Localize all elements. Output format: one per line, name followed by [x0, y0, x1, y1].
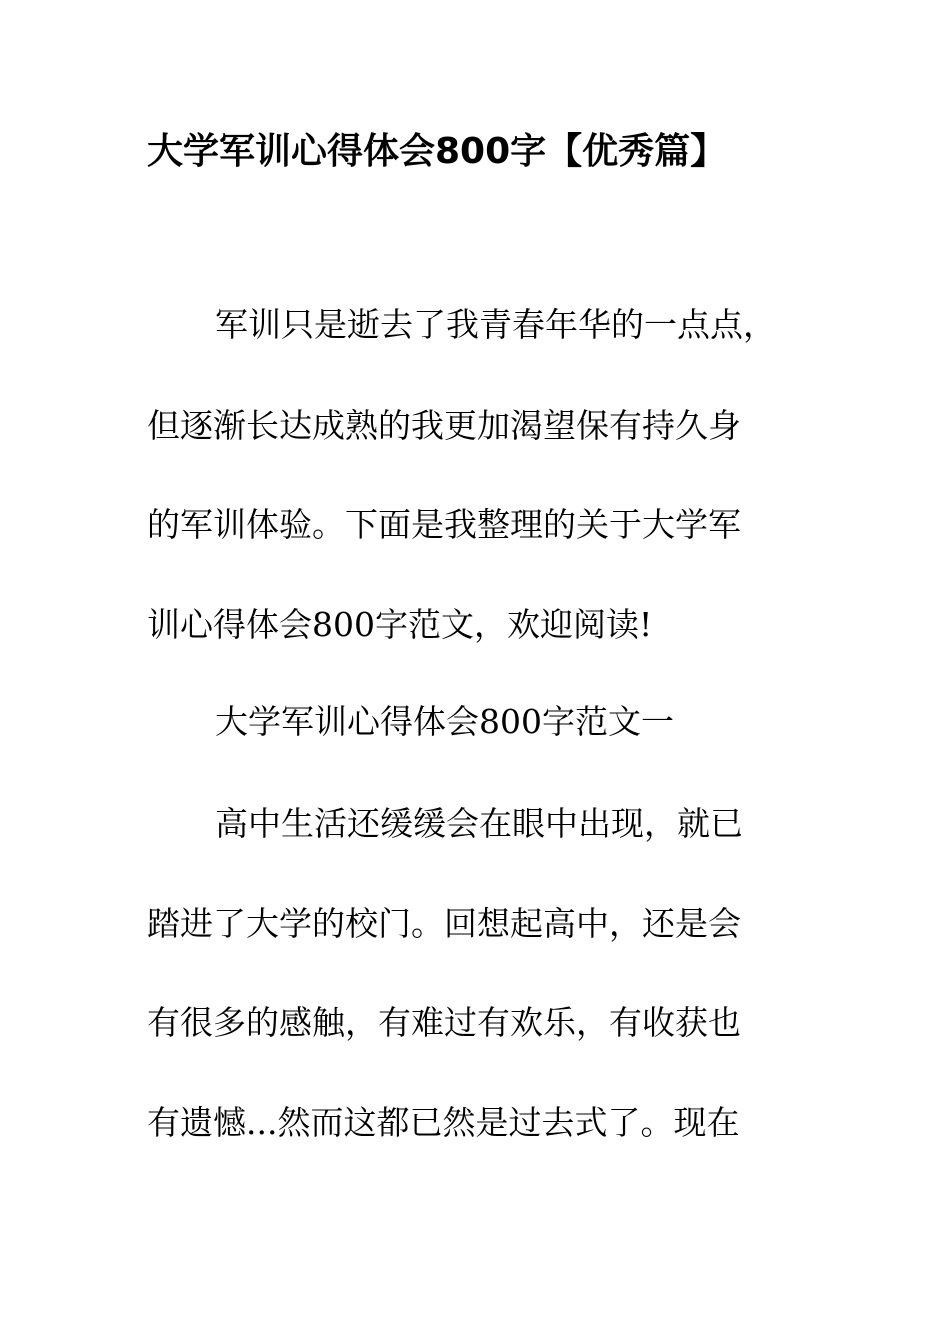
paragraph-line-2: 但逐渐长达成熟的我更加渴望保有持久身 — [147, 406, 741, 445]
paragraph-line-1: 军训只是逝去了我青春年华的一点点， — [215, 305, 776, 344]
paragraph-line-7: 有很多的感触，有难过有欢乐，有收获也 — [147, 1003, 741, 1042]
paragraph-line-6: 踏进了大学的校门。回想起高中，还是会 — [147, 904, 741, 943]
paragraph-line-8: 有遗憾...然而这都已然是过去式了。现在 — [147, 1103, 740, 1142]
paragraph-line-3: 的军训体验。下面是我整理的关于大学军 — [147, 505, 741, 544]
section-heading: 大学军训心得体会800字范文一 — [215, 702, 674, 741]
paragraph-line-4: 训心得体会800字范文，欢迎阅读! — [147, 605, 653, 644]
document-title: 大学军训心得体会800字【优秀篇】 — [147, 131, 727, 172]
paragraph-line-5: 高中生活还缓缓会在眼中出现，就已 — [215, 804, 743, 843]
